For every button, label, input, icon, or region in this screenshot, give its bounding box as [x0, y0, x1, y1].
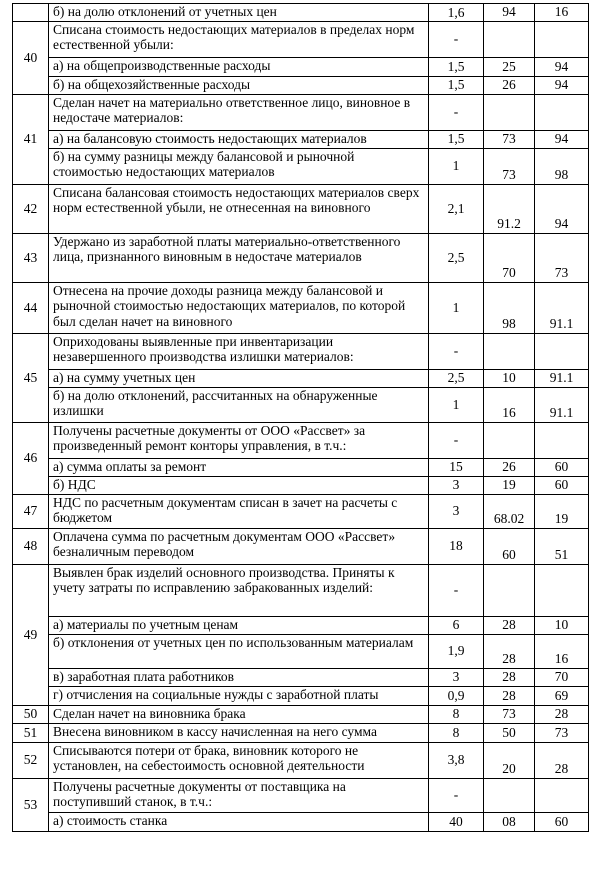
- table-row: [13, 57, 589, 76]
- debit-account: 68.02: [484, 494, 535, 528]
- debit-account: 73: [484, 148, 535, 184]
- credit-account: 28: [535, 705, 589, 723]
- operation-description: б) на общехозяйственные расходы: [49, 76, 429, 94]
- amount-cell: 1: [429, 387, 484, 422]
- amount-cell: -: [429, 564, 484, 616]
- operation-description: а) на балансовую стоимость недостающих материалов: [49, 130, 429, 148]
- credit-account: 60: [535, 458, 589, 476]
- operation-description: Сделан начет на материально ответственное лицо, виновное в недостаче материалов:: [49, 94, 429, 130]
- operation-description: Оплачена сумма по расчетным документам ООО «Рассвет» безналичным переводом: [49, 528, 429, 564]
- amount-cell: 18: [429, 528, 484, 564]
- table-row: [13, 369, 589, 387]
- operation-description: Получены расчетные документы от ООО «Рассвет» за произведенный ремонт конторы управления, в т.ч.:: [49, 422, 429, 458]
- debit-account: 26: [484, 458, 535, 476]
- debit-account: 60: [484, 528, 535, 564]
- entry-number: 49: [13, 564, 49, 705]
- credit-account: [535, 564, 589, 616]
- credit-account: [535, 21, 589, 57]
- entry-number: 45: [13, 333, 49, 422]
- credit-account: [535, 422, 589, 458]
- amount-cell: -: [429, 94, 484, 130]
- operation-description: Списана стоимость недостающих материалов в пределах норм естественной убыли:: [49, 21, 429, 57]
- credit-account: [535, 778, 589, 812]
- table-body: [13, 4, 589, 832]
- debit-account: [484, 778, 535, 812]
- amount-cell: 1,9: [429, 634, 484, 668]
- operation-description: б) отклонения от учетных цен по использованным материалам: [49, 634, 429, 668]
- operation-description: а) на общепроизводственные расходы: [49, 57, 429, 76]
- entry-number: 50: [13, 705, 49, 723]
- debit-account: 50: [484, 723, 535, 742]
- amount-cell: 1: [429, 282, 484, 333]
- credit-account: 98: [535, 148, 589, 184]
- amount-cell: 2,1: [429, 184, 484, 233]
- table-row: [13, 668, 589, 686]
- table-row: [13, 616, 589, 634]
- debit-account: 10: [484, 369, 535, 387]
- amount-cell: 3: [429, 668, 484, 686]
- credit-account: [535, 333, 589, 369]
- amount-cell: 6: [429, 616, 484, 634]
- debit-account: 28: [484, 686, 535, 705]
- entry-number: 44: [13, 282, 49, 333]
- operation-description: Сделан начет на виновника брака: [49, 705, 429, 723]
- table-row: [13, 528, 589, 564]
- table-row: [13, 94, 589, 130]
- entry-number: 46: [13, 422, 49, 494]
- table-row: [13, 233, 589, 282]
- operation-description: г) отчисления на социальные нужды с заработной платы: [49, 686, 429, 705]
- entry-number: [13, 4, 49, 22]
- amount-cell: 0,9: [429, 686, 484, 705]
- table-row: [13, 778, 589, 812]
- amount-cell: 15: [429, 458, 484, 476]
- credit-account: 69: [535, 686, 589, 705]
- credit-account: 91.1: [535, 387, 589, 422]
- operation-description: а) сумма оплаты за ремонт: [49, 458, 429, 476]
- operation-description: Списана балансовая стоимость недостающих материалов сверх норм естественной убыли, не отнесенная на виновного: [49, 184, 429, 233]
- operation-description: Списываются потери от брака, виновник которого не установлен, на себестоимость основной деятельности: [49, 742, 429, 778]
- entry-number: 52: [13, 742, 49, 778]
- credit-account: 73: [535, 723, 589, 742]
- amount-cell: 40: [429, 812, 484, 831]
- amount-cell: 3: [429, 494, 484, 528]
- journal-entries-table: [12, 3, 589, 832]
- credit-account: 94: [535, 57, 589, 76]
- amount-cell: 1,6: [429, 4, 484, 22]
- amount-cell: -: [429, 422, 484, 458]
- debit-account: [484, 333, 535, 369]
- operation-description: Получены расчетные документы от поставщика на поступивший станок, в т.ч.:: [49, 778, 429, 812]
- credit-account: 91.1: [535, 282, 589, 333]
- amount-cell: 8: [429, 705, 484, 723]
- credit-account: 94: [535, 76, 589, 94]
- credit-account: 94: [535, 184, 589, 233]
- entry-number: 41: [13, 94, 49, 184]
- credit-account: 70: [535, 668, 589, 686]
- entry-number: 43: [13, 233, 49, 282]
- debit-account: 73: [484, 130, 535, 148]
- credit-account: 91.1: [535, 369, 589, 387]
- credit-account: [535, 94, 589, 130]
- entry-number: 51: [13, 723, 49, 742]
- debit-account: 08: [484, 812, 535, 831]
- amount-cell: 3,8: [429, 742, 484, 778]
- amount-cell: 2,5: [429, 233, 484, 282]
- operation-description: в) заработная плата работников: [49, 668, 429, 686]
- entry-number: 47: [13, 494, 49, 528]
- operation-description: а) материалы по учетным ценам: [49, 616, 429, 634]
- amount-cell: 1,5: [429, 76, 484, 94]
- debit-account: 28: [484, 616, 535, 634]
- credit-account: 10: [535, 616, 589, 634]
- table-row: [13, 21, 589, 57]
- credit-account: 94: [535, 130, 589, 148]
- table-row: [13, 564, 589, 616]
- table-row: [13, 686, 589, 705]
- credit-account: 73: [535, 233, 589, 282]
- table-row: [13, 476, 589, 494]
- debit-account: 70: [484, 233, 535, 282]
- amount-cell: 3: [429, 476, 484, 494]
- credit-account: 60: [535, 476, 589, 494]
- operation-description: б) на сумму разницы между балансовой и рыночной стоимостью недостающих материалов: [49, 148, 429, 184]
- amount-cell: 2,5: [429, 369, 484, 387]
- amount-cell: -: [429, 21, 484, 57]
- operation-description: Внесена виновником в кассу начисленная на него сумма: [49, 723, 429, 742]
- credit-account: 19: [535, 494, 589, 528]
- table-row: [13, 184, 589, 233]
- operation-description: Удержано из заработной платы материально-ответственного лица, признанного виновным в недостаче материалов: [49, 233, 429, 282]
- entry-number: 48: [13, 528, 49, 564]
- debit-account: [484, 564, 535, 616]
- amount-cell: -: [429, 778, 484, 812]
- debit-account: 94: [484, 4, 535, 22]
- operation-description: б) на долю отклонений, рассчитанных на обнаруженные излишки: [49, 387, 429, 422]
- table-row: [13, 130, 589, 148]
- debit-account: [484, 94, 535, 130]
- operation-description: б) НДС: [49, 476, 429, 494]
- operation-description: б) на долю отклонений от учетных цен: [49, 4, 429, 22]
- debit-account: 19: [484, 476, 535, 494]
- operation-description: Выявлен брак изделий основного производства. Приняты к учету затраты по исправлению забракованных изделий:: [49, 564, 429, 616]
- operation-description: а) на сумму учетных цен: [49, 369, 429, 387]
- amount-cell: 1: [429, 148, 484, 184]
- table-row: [13, 76, 589, 94]
- table-row: [13, 282, 589, 333]
- table-row: [13, 387, 589, 422]
- debit-account: 91.2: [484, 184, 535, 233]
- operation-description: Оприходованы выявленные при инвентаризации незавершенного производства излишки материалов:: [49, 333, 429, 369]
- credit-account: 51: [535, 528, 589, 564]
- debit-account: 28: [484, 668, 535, 686]
- table-row: [13, 634, 589, 668]
- debit-account: 98: [484, 282, 535, 333]
- table-row: [13, 4, 589, 22]
- entry-number: 53: [13, 778, 49, 831]
- table-row: [13, 422, 589, 458]
- amount-cell: 1,5: [429, 57, 484, 76]
- table-row: [13, 333, 589, 369]
- table-row: [13, 148, 589, 184]
- debit-account: 20: [484, 742, 535, 778]
- credit-account: 16: [535, 4, 589, 22]
- debit-account: 16: [484, 387, 535, 422]
- operation-description: Отнесена на прочие доходы разница между балансовой и рыночной стоимостью недостающих материалов, по которой был сделан начет на виновного: [49, 282, 429, 333]
- debit-account: [484, 21, 535, 57]
- credit-account: 60: [535, 812, 589, 831]
- table-row: [13, 705, 589, 723]
- operation-description: НДС по расчетным документам списан в зачет на расчеты с бюджетом: [49, 494, 429, 528]
- amount-cell: 1,5: [429, 130, 484, 148]
- amount-cell: 8: [429, 723, 484, 742]
- credit-account: 16: [535, 634, 589, 668]
- debit-account: [484, 422, 535, 458]
- debit-account: 26: [484, 76, 535, 94]
- table-row: [13, 494, 589, 528]
- operation-description: а) стоимость станка: [49, 812, 429, 831]
- entry-number: 42: [13, 184, 49, 233]
- debit-account: 73: [484, 705, 535, 723]
- table-row: [13, 812, 589, 831]
- debit-account: 28: [484, 634, 535, 668]
- table-row: [13, 723, 589, 742]
- table-row: [13, 458, 589, 476]
- table-row: [13, 742, 589, 778]
- amount-cell: -: [429, 333, 484, 369]
- credit-account: 28: [535, 742, 589, 778]
- entry-number: 40: [13, 21, 49, 94]
- debit-account: 25: [484, 57, 535, 76]
